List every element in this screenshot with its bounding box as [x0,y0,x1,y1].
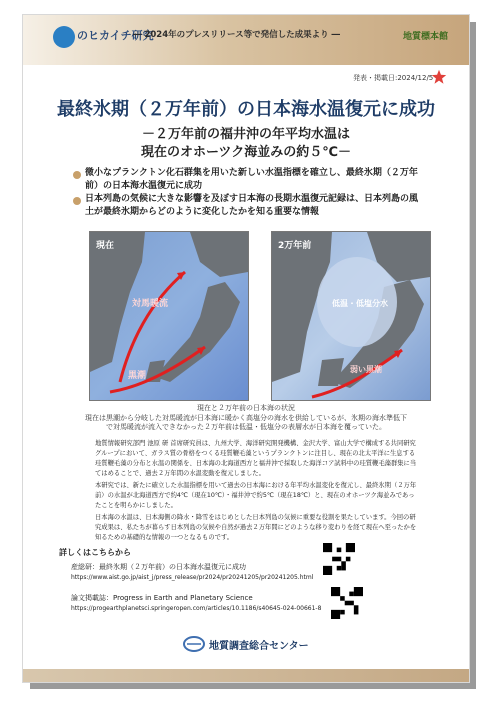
bullet-2: 日本列島の気候に大きな影響を及ぼす日本海の長期水温復元記録は、日本列島の風土が最終氷期からどのように変化したかを知る重要な情報 [85,194,419,217]
figure-caption-line-2: で対馬暖流が流入できなかった２万年前は低温・低塩分の表層水が日本海を覆っていた。 [106,423,386,431]
qr-code-icon[interactable] [323,543,355,575]
map-present-label: 現在 [96,241,115,251]
map-present-graphic [90,232,248,400]
page-title: 最終氷期（２万年前）の日本海水温復元に成功 [57,99,435,120]
bottom-banner [23,669,469,682]
figure-caption-title: 現在と２万年前の日本海の状況 [197,404,295,412]
body-paragraph-3: 日本海の水温は、日本海側の降水・降雪をはじめとした日本列島の気候に重要な役割を果たしています。今回の研究成果は、私たちが暮らす日本列島の気候や自然が過去２万年間にどのような移り変わりを経て現在へ至ったかを知るための基礎的な情報の一つとなるものです。 [95,514,417,541]
kuroshio-label: 黒潮 [128,371,147,381]
map-20ka [271,231,431,401]
header-banner [23,15,469,65]
bullet-dot [73,197,81,205]
footer-organization: 地質調査総合センター [209,641,309,652]
figure-caption-line-1: 現在は黒潮から分岐した対馬暖流が日本海に暖かく高塩分の海水を供給しているが、氷期の海水準低下 [85,414,407,422]
subtitle-line-2: 現在のオホーツク海並みの約５℃－ [140,145,352,160]
poster-page [22,14,470,683]
map-present [89,231,249,401]
gsj-logo-icon [53,26,75,48]
gsj-footer-logo-icon [183,636,205,652]
map-20ka-label: 2万年前 [278,241,312,251]
cold-water-label: 低温・低塩分水 [332,299,388,308]
tsushima-current-label: 対馬暖流 [132,299,169,309]
reference-1-url[interactable]: https://www.aist.go.jp/aist_j/press_release/pr2024/pr20241205/pr20241205.html [71,574,314,581]
body-paragraph-1: 地質情報研究部門 池原 研 首席研究員は、九州大学、海洋研究開発機構、金沢大学、富山大学で構成する共同研究グループにおいて、ガラス質の骨格をつくる珪質鞭毛藻というプランクトンに注目し、現在の北太平洋に生息する珪質鞭毛藻の分布と水温の関係を、日本海の北海道西方と福井沖で採取した海洋コア試料中の珪質鞭毛藻群集に当てはめることで、過去２万年間の水温変動を復元しました。 [95,440,417,477]
header-subtitle: ― 2024年のプレスリリース等で発信した成果より ― [133,30,341,40]
bullet-dot [73,171,81,179]
reference-1-label: 産総研：最終氷期（２万年前）の日本海水温復元に成功 [71,563,246,571]
weak-kuroshio-label: 弱い黒潮 [350,365,382,374]
bullet-1: 微小なプランクトン化石群集を用いた新しい水温指標を確立し、最終氷期（２万年前）の日本海水温復元に成功 [85,168,418,191]
publish-date: 発表・掲載日:2024/12/5 [353,74,434,82]
body-paragraph-2: 本研究では、新たに確立した水温指標を用いて過去の日本海における年平均水温変化を復元し、最終氷期（２万年前）の水温が北海道西方で約4℃（現在10℃）・福井沖で約5℃（現在18℃）と、現在のオホーツク海並みであったことを明らかにしました。 [95,482,417,509]
series-title: のヒカイチ研究 [77,29,154,42]
more-info-heading: 詳しくはこちらから [59,548,131,557]
subtitle-line-1: －２万年前の福井沖の年平均水温は [141,127,350,142]
qr-code-icon[interactable] [331,587,363,619]
reference-2-label: 論文掲載誌：Progress in Earth and Planetary Science [71,594,253,602]
museum-logo: 地質標本館 [403,32,449,42]
reference-2-url[interactable]: https://progearthplanetsci.springeropen.com/articles/10.1186/s40645-024-00661-8 [71,605,322,612]
star-icon [431,69,447,85]
